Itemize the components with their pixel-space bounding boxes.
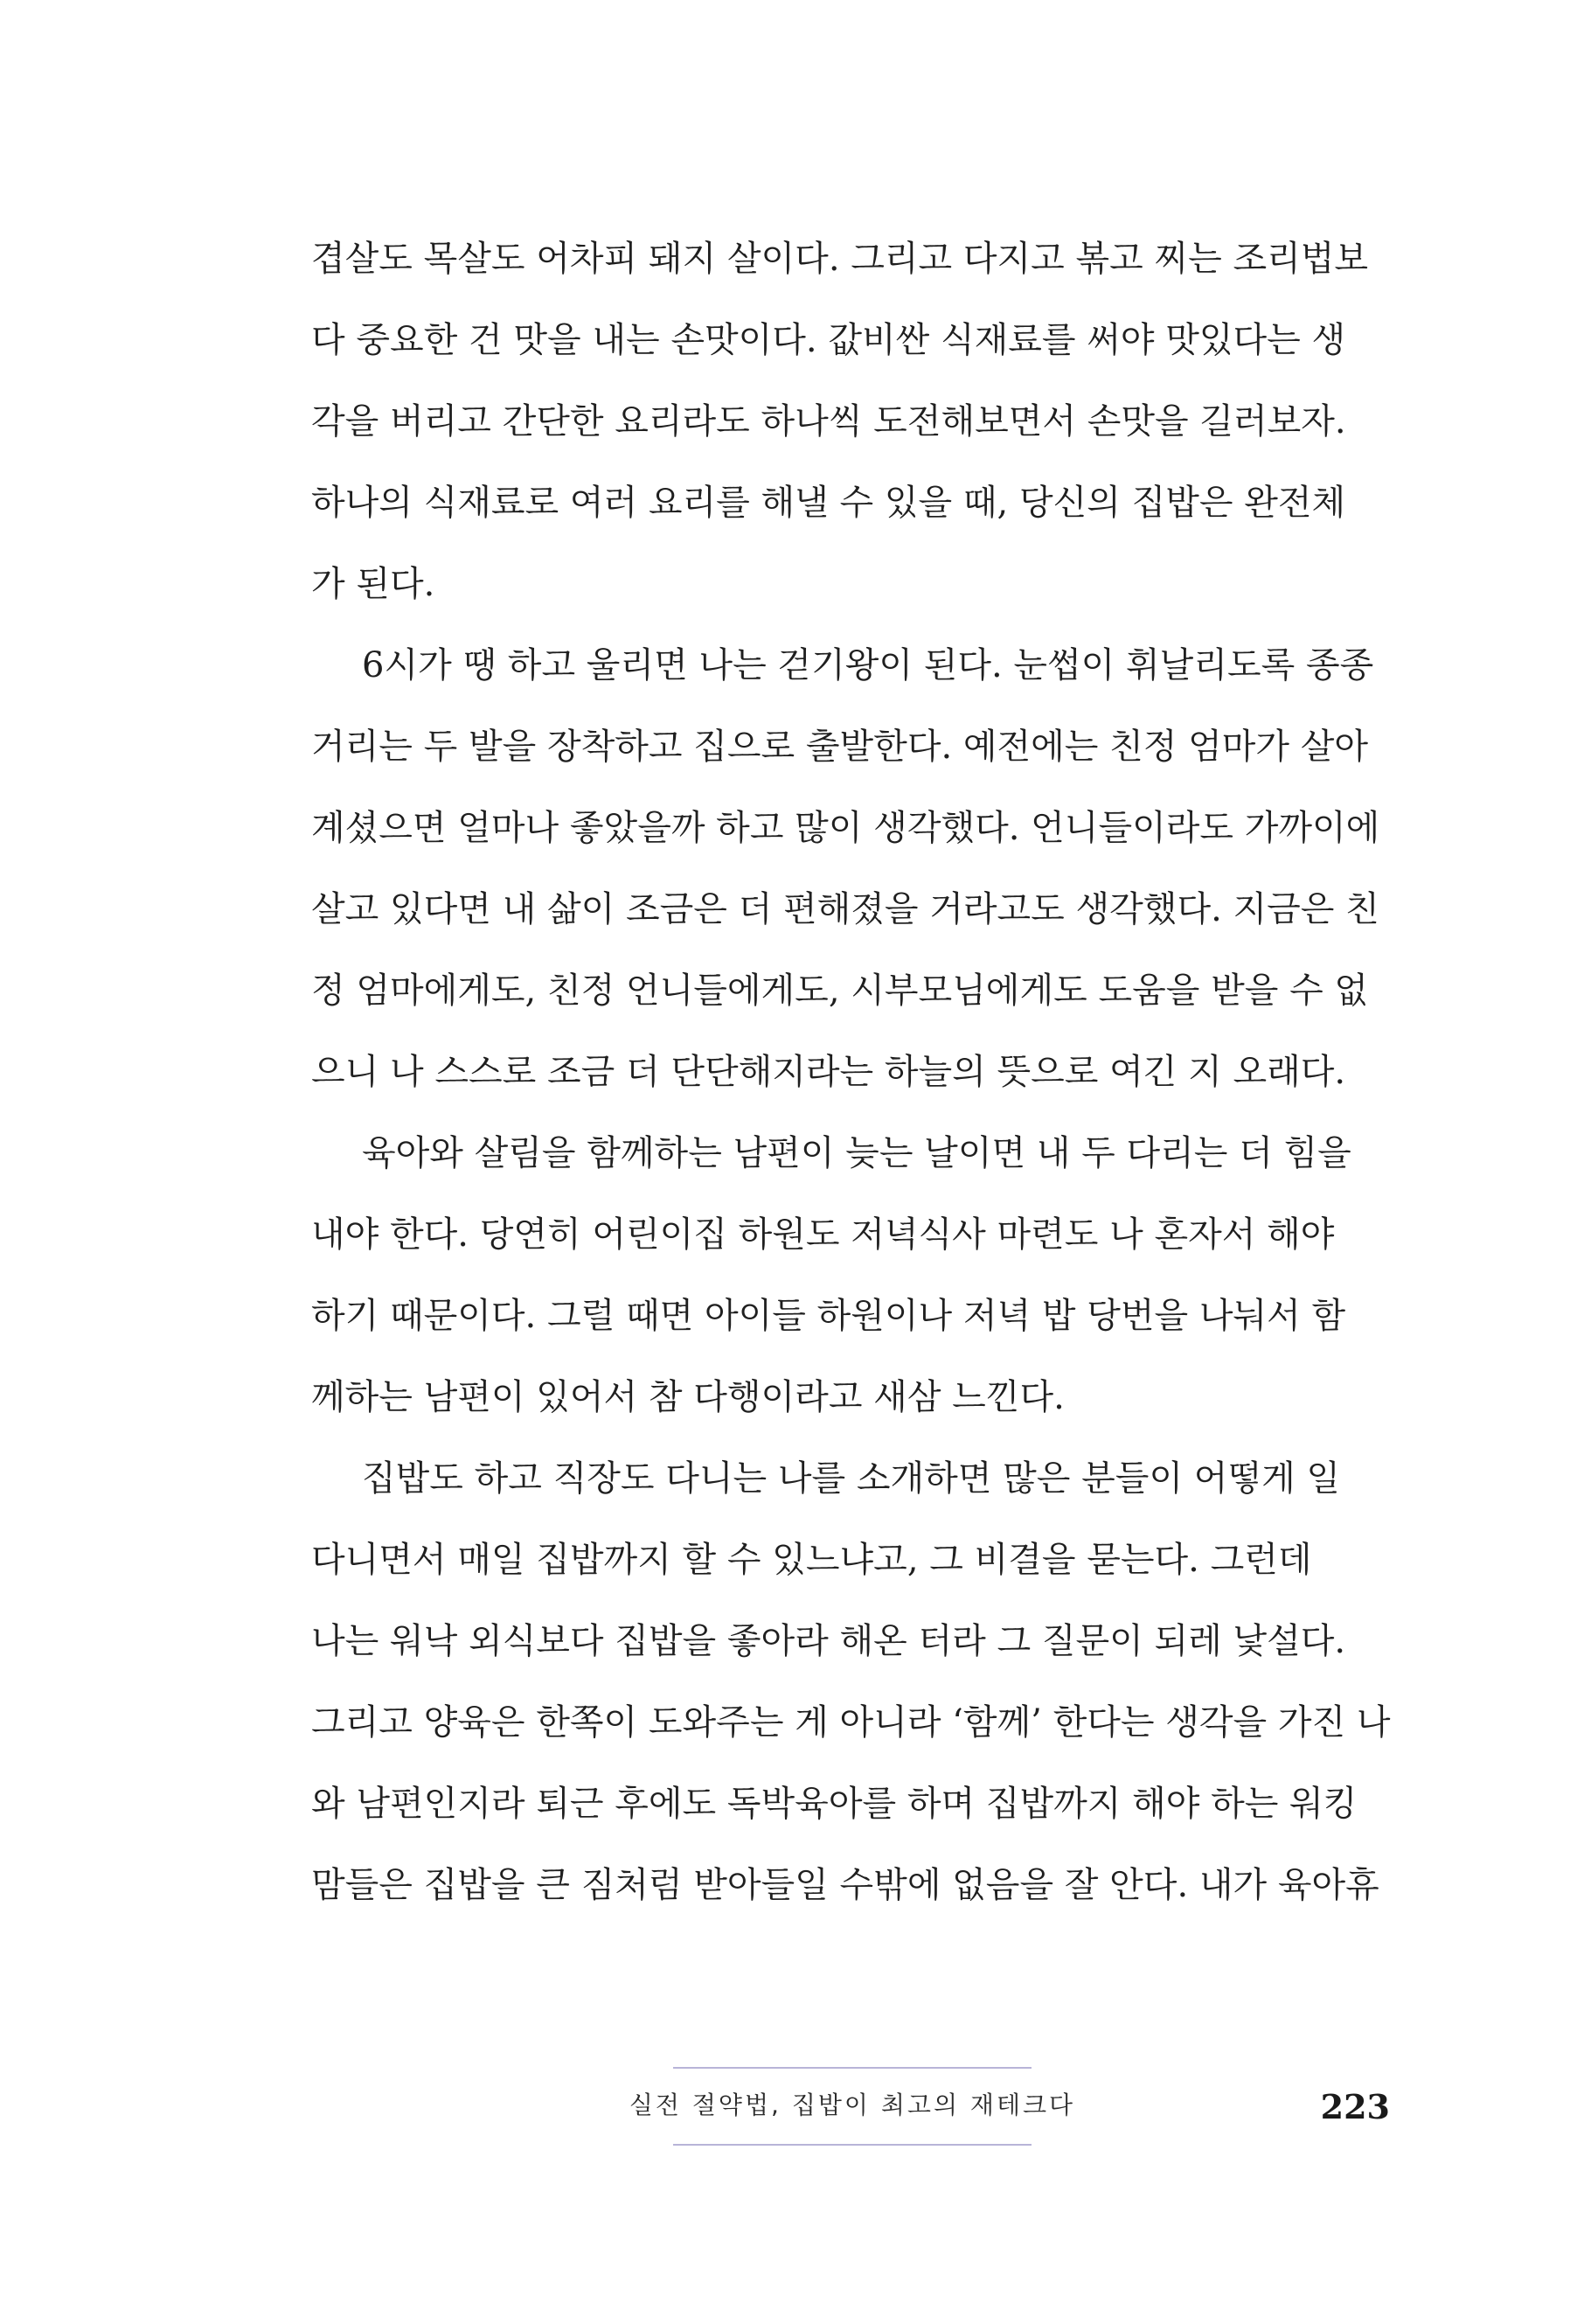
text-line: 가 된다.: [311, 564, 435, 604]
text-line: 맘들은 집밥을 큰 짐처럼 받아들일 수밖에 없음을 잘 안다. 내가 육아휴: [311, 1865, 1379, 1905]
text-line: 살고 있다면 내 삶이 조금은 더 편해졌을 거라고도 생각했다. 지금은 친: [311, 889, 1379, 929]
text-line: 와 남편인지라 퇴근 후에도 독박육아를 하며 집밥까지 해야 하는 워킹: [311, 1784, 1358, 1824]
paragraph-3: [311, 1113, 1392, 1438]
body-text: [311, 219, 1392, 1924]
text-line: 육아와 살림을 함께하는 남편이 늦는 날이면 내 두 다리는 더 힘을: [362, 1133, 1351, 1173]
paragraph-2: [311, 625, 1392, 1113]
text-line: 6시가 땡 하고 울리면 나는 걷기왕이 된다. 눈썹이 휘날리도록 종종: [362, 645, 1374, 685]
text-line: 각을 버리고 간단한 요리라도 하나씩 도전해보면서 손맛을 길러보자.: [311, 401, 1346, 442]
text-line: 그리고 양육은 한쪽이 도와주는 게 아니라 ‘함께’ 한다는 생각을 가진 나: [311, 1702, 1391, 1743]
text-line: 내야 한다. 당연히 어린이집 하원도 저녁식사 마련도 나 혼자서 해야: [311, 1214, 1335, 1255]
running-title: 실전 절약법, 집밥이 최고의 재테크다: [629, 2091, 1076, 2119]
text-line: 하나의 식재료로 여러 요리를 해낼 수 있을 때, 당신의 집밥은 완전체: [311, 483, 1346, 523]
text-line: 나는 워낙 외식보다 집밥을 좋아라 해온 터라 그 질문이 되레 낯설다.: [311, 1621, 1346, 1661]
paragraph-4: [311, 1438, 1392, 1924]
text-line: 집밥도 하고 직장도 다니는 나를 소개하면 많은 분들이 어떻게 일: [362, 1458, 1341, 1499]
footer-divider-bottom: [673, 2144, 1032, 2146]
page-footer: [0, 2046, 1570, 2151]
text-line: 다 중요한 건 맛을 내는 손맛이다. 값비싼 식재료를 써야 맛있다는 생: [311, 320, 1346, 360]
footer-divider-top: [673, 2067, 1032, 2069]
text-line: 다니면서 매일 집밥까지 할 수 있느냐고, 그 비결을 묻는다. 그런데: [311, 1540, 1312, 1580]
page-number: 223: [1320, 2087, 1390, 2126]
text-line: 정 엄마에게도, 친정 언니들에게도, 시부모님에게도 도움을 받을 수 없: [311, 971, 1369, 1011]
text-line: 하기 때문이다. 그럴 때면 아이들 하원이나 저녁 밥 당번을 나눠서 함: [311, 1296, 1346, 1336]
paragraph-1: [311, 219, 1392, 625]
text-line: 으니 나 스스로 조금 더 단단해지라는 하늘의 뜻으로 여긴 지 오래다.: [311, 1052, 1346, 1092]
text-line: 계셨으면 얼마나 좋았을까 하고 많이 생각했다. 언니들이라도 가까이에: [311, 808, 1380, 848]
text-line: 겹살도 목살도 어차피 돼지 살이다. 그리고 다지고 볶고 찌는 조리법보: [311, 239, 1369, 279]
text-line: 께하는 남편이 있어서 참 다행이라고 새삼 느낀다.: [311, 1377, 1065, 1417]
text-line: 거리는 두 발을 장착하고 집으로 출발한다. 예전에는 친정 엄마가 살아: [311, 727, 1369, 767]
